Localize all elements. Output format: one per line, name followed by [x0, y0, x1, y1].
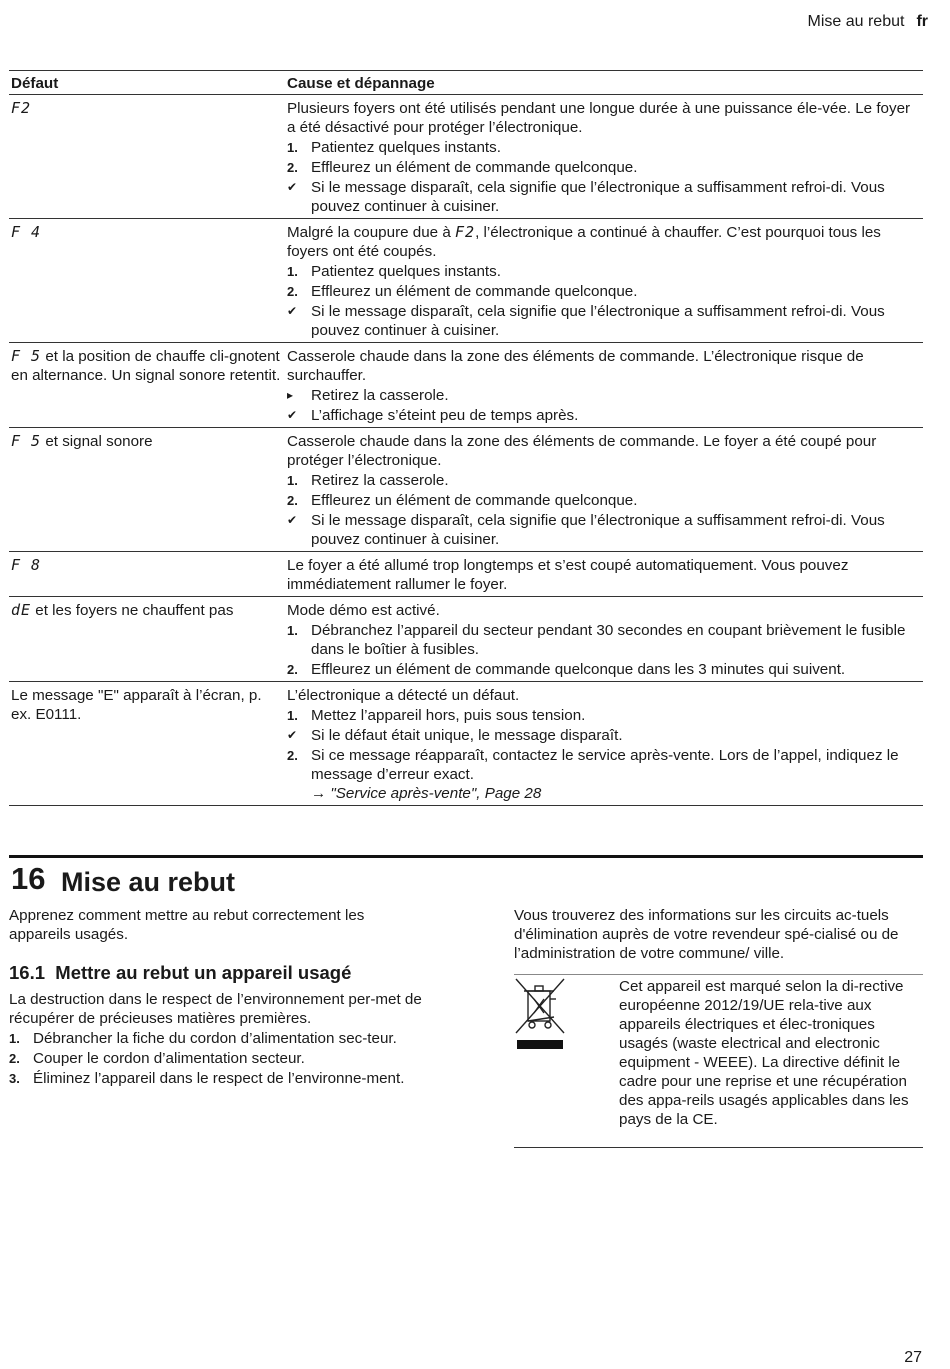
step-text: Effleurez un élément de commande quelconque. — [311, 159, 638, 176]
fault-text: et la position de chauffe cli-gnotent en alternance. Un signal sonore retentit. — [11, 348, 281, 384]
fault-cell — [9, 682, 285, 806]
list-item — [9, 1049, 427, 1068]
fault-cell — [9, 552, 285, 597]
col-header-cause: Cause et dépannage — [285, 71, 923, 95]
list-item — [287, 621, 921, 659]
list-item — [287, 138, 921, 157]
list-item — [9, 1029, 427, 1048]
step-text: Si le message disparaît, cela signifie que l’électronique a suffisamment refroi-di. Vous pouvez continuer à cuisiner. — [311, 512, 885, 548]
table-row — [9, 219, 923, 343]
list-item — [287, 471, 921, 490]
step-number: 1. — [287, 708, 298, 723]
table-row — [9, 428, 923, 552]
section-intro: Apprenez comment mettre au rebut correctement les appareils usagés. — [9, 907, 365, 943]
list-item — [287, 511, 921, 549]
step-text: Effleurez un élément de commande quelconque dans les 3 minutes qui suivent. — [311, 661, 846, 678]
checkmark-icon: ✔ — [287, 728, 298, 742]
fault-text: Le message "E" apparaît à l’écran, p. ex. E0111. — [11, 687, 262, 723]
list-item — [287, 178, 921, 216]
left-column — [9, 906, 427, 1088]
step-text: Débranchez l’appareil du secteur pendant 30 secondes en coupant brièvement le fusible dans le boîtier à fusibles. — [311, 622, 906, 658]
cause-text: Casserole chaude dans la zone des éléments de commande. L’électronique risque de surchauffer. — [287, 348, 864, 384]
list-item — [287, 262, 921, 281]
list-item — [287, 302, 921, 340]
list-item — [287, 706, 921, 725]
fault-cell — [9, 219, 285, 343]
fault-text: et les foyers ne chauffent pas — [31, 602, 234, 619]
cause-cell — [285, 682, 923, 806]
subsection-intro: La destruction dans le respect de l’environnement per-met de récupérer de précieuses matières premières. — [9, 991, 422, 1027]
step-number: 1. — [9, 1031, 20, 1046]
table-row — [9, 552, 923, 597]
subsection-title: Mettre au rebut un appareil usagé — [55, 962, 352, 983]
step-number: 2. — [287, 493, 298, 508]
fault-code: F 5 — [11, 432, 42, 450]
step-text: Effleurez un élément de commande quelconque. — [311, 492, 638, 509]
step-number: 3. — [9, 1071, 20, 1086]
cross-reference-link[interactable]: → "Service après-vente", Page 28 — [311, 785, 542, 802]
disposal-info: Vous trouverez des informations sur les circuits ac-tuels d'élimination auprès de votre revendeur spé-cialisé ou de l’administration de votre commune/ ville. — [514, 907, 899, 962]
step-text: Patientez quelques instants. — [311, 263, 501, 280]
step-number: 1. — [287, 264, 298, 279]
step-text: L’affichage s’éteint peu de temps après. — [311, 407, 579, 424]
checkmark-icon: ✔ — [287, 304, 298, 318]
section-heading — [9, 855, 923, 897]
list-item — [287, 282, 921, 301]
fault-code: F 8 — [11, 556, 42, 574]
table-row — [9, 95, 923, 219]
cause-cell — [285, 597, 923, 682]
list-item — [287, 726, 921, 745]
cause-text: Le foyer a été allumé trop longtemps et s’est coupé automatiquement. Vous pouvez immédiatement rallumer le foyer. — [287, 557, 849, 593]
table-row — [9, 597, 923, 682]
list-item — [287, 386, 921, 405]
checkmark-icon: ✔ — [287, 180, 298, 194]
col-header-fault: Défaut — [9, 71, 285, 95]
table-row — [9, 343, 923, 428]
cause-cell — [285, 219, 923, 343]
page-number: 27 — [904, 1349, 922, 1366]
fault-code: F 5 — [11, 347, 42, 365]
triangle-bullet-icon: ▸ — [287, 388, 294, 402]
table-header-row — [9, 71, 923, 95]
step-number: 2. — [287, 284, 298, 299]
cause-cell — [285, 552, 923, 597]
step-text: Retirez la casserole. — [311, 387, 449, 404]
checkmark-icon: ✔ — [287, 513, 298, 527]
step-text: Si le défaut était unique, le message disparaît. — [311, 727, 623, 744]
list-item — [287, 406, 921, 425]
step-number: 1. — [287, 473, 298, 488]
fault-cell — [9, 343, 285, 428]
step-text: Si le message disparaît, cela signifie que l’électronique a suffisamment refroi-di. Vous pouvez continuer à cuisiner. — [311, 303, 885, 339]
step-number: 2. — [287, 160, 298, 175]
step-text: Retirez la casserole. — [311, 472, 449, 489]
subsection-number: 16.1 — [9, 962, 46, 983]
table-row — [9, 682, 923, 806]
cause-cell — [285, 95, 923, 219]
cause-text: Mode démo est activé. — [287, 602, 440, 619]
right-column — [514, 906, 914, 1148]
fault-cell — [9, 428, 285, 552]
inline-fault-code: F2 — [455, 223, 476, 241]
list-item — [287, 158, 921, 177]
checkmark-icon: ✔ — [287, 408, 298, 422]
fault-code: F 4 — [11, 223, 42, 241]
subsection-heading — [9, 962, 427, 984]
step-number: 2. — [287, 748, 298, 763]
list-item — [287, 660, 921, 679]
crossed-out-wheelie-bin-icon — [514, 977, 566, 1053]
list-item — [287, 746, 921, 803]
cause-text: L’électronique a détecté un défaut. — [287, 687, 520, 704]
fault-cell — [9, 597, 285, 682]
fault-table — [9, 70, 923, 806]
cause-text: Plusieurs foyers ont été utilisés pendant une longue durée à une puissance éle-vée. Le foyer a été désactivé pour protéger l’électronique. — [287, 100, 911, 136]
cause-text-post: , l’électronique a continué à chauffer. C’est pourquoi tous les foyers ont été coupés. — [287, 224, 881, 260]
step-number: 2. — [287, 662, 298, 677]
section-number: 16 — [11, 861, 46, 896]
cause-text: Casserole chaude dans la zone des éléments de commande. Le foyer a été coupé pour protéger l’électronique. — [287, 433, 877, 469]
fault-text: et signal sonore — [41, 433, 153, 450]
cause-cell — [285, 343, 923, 428]
cause-text — [287, 223, 921, 261]
fault-code: dE — [11, 601, 32, 619]
step-text: Débrancher la fiche du cordon d’alimentation sec-teur. — [33, 1030, 397, 1047]
step-text: Si le message disparaît, cela signifie que l’électronique a suffisamment refroi-di. Vous pouvez continuer à cuisiner. — [311, 179, 885, 215]
list-item — [9, 1069, 427, 1088]
fault-cell — [9, 95, 285, 219]
step-text: Si ce message réapparaît, contactez le service après-vente. Lors de l’appel, indiquez le message d’erreur exact. — [311, 747, 899, 783]
weee-notice — [514, 974, 923, 1148]
step-text: Éliminez l’appareil dans le respect de l’environne-ment. — [33, 1070, 405, 1087]
step-text: Mettez l’appareil hors, puis sous tension. — [311, 707, 586, 724]
weee-text: Cet appareil est marqué selon la di-rective européenne 2012/19/UE rela-tive aux appareils électriques et élec-troniques usagés (waste electrical and electronic equipment - WEEE). La directive définit le cadre pour une reprise et une récupération des appa-reils usagés applicables dans les pays de la CE. — [619, 978, 909, 1128]
cause-text-pre: Malgré la coupure due à — [287, 224, 456, 241]
header-section: Mise au rebut — [807, 13, 905, 30]
running-header — [808, 12, 929, 31]
step-number: 2. — [9, 1051, 20, 1066]
cause-cell — [285, 428, 923, 552]
step-number: 1. — [287, 140, 298, 155]
step-text: Couper le cordon d’alimentation secteur. — [33, 1050, 305, 1067]
step-text: Patientez quelques instants. — [311, 139, 501, 156]
list-item — [287, 491, 921, 510]
step-text: Effleurez un élément de commande quelconque. — [311, 283, 638, 300]
step-number: 1. — [287, 623, 298, 638]
fault-code: F2 — [11, 99, 32, 117]
section-title: Mise au rebut — [61, 867, 236, 897]
header-lang: fr — [916, 13, 928, 30]
